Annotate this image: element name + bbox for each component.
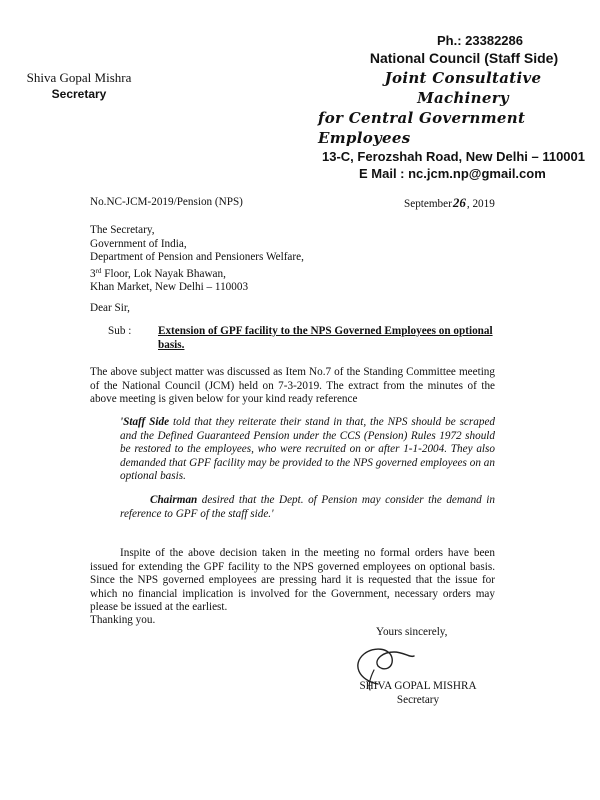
floor-number: 3 [90, 267, 96, 280]
quote-staff-side [120, 416, 495, 484]
sender-name: Shiva Gopal Mishra [26, 70, 132, 85]
closing-line: Yours sincerely, [376, 626, 448, 638]
quote-text: desired that the Dept. of Pension may consider the demand in reference to GPF of the staff side.' [120, 494, 495, 520]
quote-text: told that they reiterate their stand in that, the NPS should be scraped and the Defined Guaranteed Pension under the CCS (Pension) Rules 1972 should be restored to the employees, who were recruited on or after 1-1-2004. They also demanded that GPF facility may be provided to the NPS governed employees on an optional basis. [120, 416, 495, 483]
jcm-title-line1: Joint Consultative Machinery [384, 69, 542, 107]
paragraph-intro: The above subject matter was discussed as Item No.7 of the Standing Committee meeting of the National Council (JCM) held on 7-3-2019. The extract from the minutes of the above meeting is given below for your kind ready reference [90, 366, 495, 406]
date-year: , 2019 [466, 198, 495, 210]
reference-number: No.NC-JCM-2019/Pension (NPS) [90, 196, 243, 208]
date-month: September [404, 198, 452, 210]
jcm-title-line2: for Central Government Employees [318, 109, 526, 147]
addressee-line: The Secretary, [90, 224, 155, 236]
letterhead-right [316, 33, 586, 182]
letter-date [404, 196, 495, 212]
signer-title: Secretary [396, 693, 440, 706]
signer-name: SHIVA GOPAL MISHRA [359, 680, 477, 692]
addressee-block [90, 224, 390, 295]
addressee-line: Department of Pension and Pensioners Welfare, [90, 251, 304, 264]
floor-suffix: rd [95, 266, 102, 275]
floor-rest: Floor, Lok Nayak Bhawan, [101, 267, 226, 280]
sender-title: Secretary [51, 87, 107, 101]
office-email: E Mail : nc.jcm.np@gmail.com [359, 166, 546, 181]
council-name: National Council (Staff Side) [369, 50, 559, 66]
quote-lead: 'Staff Side [120, 416, 170, 428]
office-address: 13-C, Ferozshah Road, New Delhi – 110001 [322, 149, 585, 164]
date-day: 26 [452, 195, 466, 210]
thanks-line: Thanking you. [90, 614, 156, 626]
salutation: Dear Sir, [90, 302, 130, 314]
paragraph-request: Inspite of the above decision taken in the meeting no formal orders have been issued for extending the GPF facility to the NPS governed employees on optional basis. Since the NPS governed employees are pressing hard it is requested that the issue for which no financial implication is involved for the Government, necessary orders may please be issued at the earliest. [90, 547, 495, 614]
phone-number: Ph.: 23382286 [436, 33, 523, 48]
subject-label: Sub : [108, 325, 132, 337]
letterhead-left [14, 70, 144, 102]
addressee-line [90, 265, 390, 282]
quote-chairman [120, 494, 495, 521]
signer-block [333, 680, 503, 707]
addressee-line: Khan Market, New Delhi – 110003 [90, 281, 249, 294]
addressee-line: Government of India, [90, 237, 187, 250]
subject-text: Extension of GPF facility to the NPS Governed Employees on optional basis. [158, 325, 493, 351]
quote-lead: Chairman [150, 494, 198, 506]
